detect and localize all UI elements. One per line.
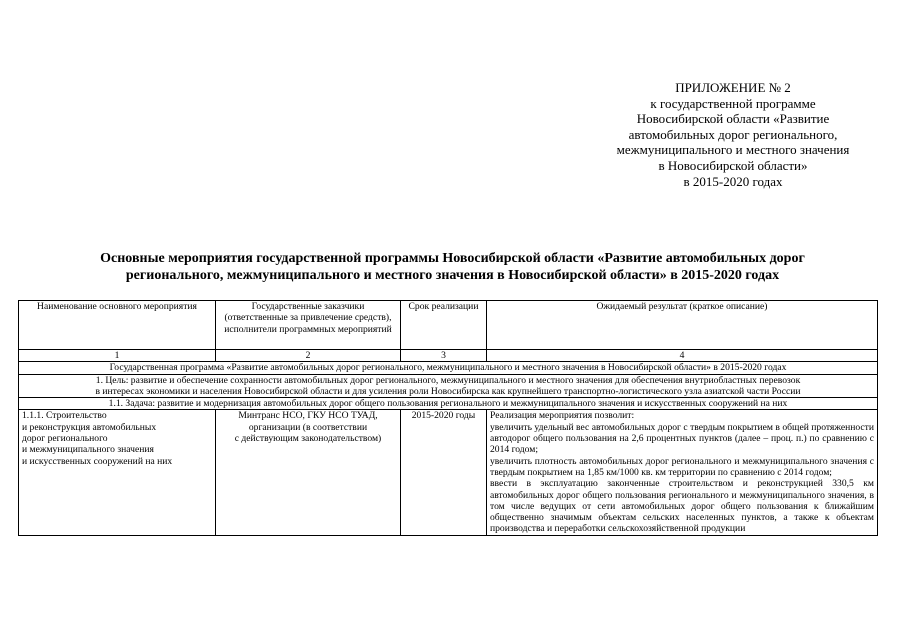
activity-name-line: и реконструкция автомобильных — [22, 421, 157, 433]
header-customers: Государственные заказчики (ответственные за привлечение средств), исполнители программных мероприятий — [216, 301, 401, 350]
appendix-line: автомобильных дорог регионального, — [628, 126, 838, 142]
task-title: 1.1. Задача: развитие и модернизация автомобильных дорог общего пользования регионального и межмуниципального значения и искусственных сооружений на них — [19, 398, 878, 410]
result-intro: Реализация мероприятия позволит: — [490, 410, 635, 422]
activities-table — [18, 300, 878, 536]
program-row — [19, 362, 878, 374]
appendix-line: в Новосибирской области» — [658, 157, 808, 173]
customers-line: организации (в соответствии — [248, 421, 368, 433]
column-number: 3 — [401, 350, 487, 362]
result-paragraph: увеличить плотность автомобильных дорог регионального и межмуниципального значения с твердым покрытием на 1,85 км/1000 кв. км территории по сравнению с 2014 годом; — [490, 455, 874, 478]
result-paragraph: увеличить удельный вес автомобильных дорог с твердым покрытием в общей протяженности автодорог общего пользования на 2,6 процентных пунктов (далее – проц. п.) по сравнению с 2014 годом; — [490, 421, 874, 456]
header-activity-name: Наименование основного мероприятия — [19, 301, 216, 350]
appendix-line: к государственной программе — [650, 95, 816, 111]
document-title-line: регионального, межмуниципального и местного значения в Новосибирской области» в 2015-2020 годах — [125, 268, 780, 283]
activity-name-line: дорог регионального — [22, 433, 108, 445]
document-title-line: Основные мероприятия государственной программы Новосибирской области «Развитие автомобильных дорог — [100, 251, 805, 266]
customers-cell — [216, 410, 401, 535]
goal-text-line: в интересах экономики и населения Новосибирской области и для усиления роли Новосибирска как крупнейшего транспортно-логистического узла азиатской части России — [95, 385, 801, 397]
header-period: Срок реализации — [401, 301, 487, 350]
table-header-row — [19, 301, 878, 350]
program-title: Государственная программа «Развитие автомобильных дорог регионального, межмуниципального и местного значения в Новосибирской области» в 2015-2020 годах — [19, 362, 878, 374]
customers-line: Минтранс НСО, ГКУ НСО ТУАД, — [238, 410, 378, 422]
column-number: 4 — [487, 350, 878, 362]
table-row — [19, 410, 878, 535]
activity-name-line: 1.1.1. Строительство — [22, 410, 107, 422]
appendix-block — [588, 80, 878, 189]
appendix-line: межмуниципального и местного значения — [616, 142, 850, 158]
column-number-row — [19, 350, 878, 362]
activity-name-cell — [19, 410, 216, 535]
period-cell: 2015-2020 годы — [401, 410, 487, 535]
activity-name-line: и искусственных сооружений на них — [22, 455, 173, 467]
goal-text-line: 1. Цель: развитие и обеспечение сохранности автомобильных дорог регионального, межмуниципального и местного значения для обеспечения внутриобластных перевозок — [95, 374, 801, 386]
column-number: 2 — [216, 350, 401, 362]
appendix-line: ПРИЛОЖЕНИЕ № 2 — [675, 80, 791, 95]
appendix-line: Новосибирской области «Развитие — [636, 111, 830, 127]
goal-cell — [19, 374, 878, 398]
header-expected-result: Ожидаемый результат (краткое описание) — [487, 301, 878, 350]
column-number: 1 — [19, 350, 216, 362]
result-paragraph: ввести в эксплуатацию законченные строительством и реконструкцией 330,5 км автомобильных дорог общего пользования регионального и межмуниципального значения, в том числе ведущих от сети автомобильных дорог общего пользования к ближайшим общественно значимым объектам сельских населенных пунктов, а также к объектам производства и переработки сельскохозяйственной продукции — [490, 478, 874, 535]
task-row — [19, 398, 878, 410]
appendix-line: в 2015-2020 годах — [683, 173, 783, 189]
customers-line: с действующим законодательством) — [234, 433, 382, 445]
expected-result-cell — [487, 410, 878, 535]
document-title — [30, 250, 875, 284]
activity-name-line: и межмуниципального значения — [22, 444, 154, 456]
goal-row — [19, 374, 878, 398]
